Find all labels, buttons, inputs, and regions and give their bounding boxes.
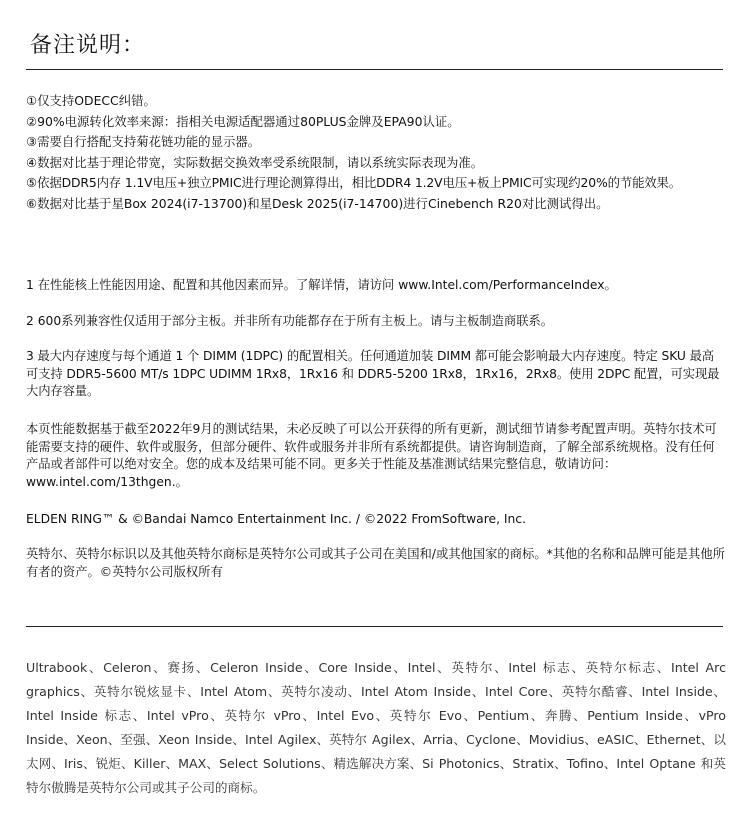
trademark-notice: 英特尔、英特尔标识以及其他英特尔商标是英特尔公司或其子公司在美国和/或其他国家的商标。*其他的名称和品牌可能是其他所有者的资产。©英特尔公司版权所有 — [26, 547, 725, 579]
note-text: 依据DDR5内存 1.1V电压+独立PMIC进行理论测算得出，相比DDR4 1.2V电压+板上PMIC可实现约20%的节能效果。 — [37, 175, 682, 190]
bottom-divider — [26, 626, 723, 627]
note-number: ⑥ — [26, 195, 38, 211]
note-item — [26, 194, 724, 215]
notes-heading: 备注说明： — [30, 33, 146, 58]
note-text: 90%电源转化效率来源：指相关电源适配器通过80PLUS金牌及EPA90认证。 — [37, 113, 460, 129]
note-number: ② — [26, 113, 38, 129]
note-number: ⑤ — [26, 175, 38, 190]
note-number: ① — [26, 93, 38, 108]
note-text: 仅支持ODECC纠错。 — [37, 93, 156, 108]
top-divider — [26, 69, 723, 70]
footnote-2: 2 600系列兼容性仅适用于部分主板。并非所有功能都存在于所有主板上。请与主板制造商联系。 — [26, 314, 554, 328]
note-text: 数据对比基于理论带宽，实际数据交换效率受系统限制，请以系统实际表现为准。 — [37, 154, 484, 170]
performance-disclaimer: 本页性能数据基于截至2022年9月的测试结果，未必反映了可以公开获得的所有更新，测试细节请参考配置声明。英特尔技术可能需要支持的硬件、软件或服务，但部分硬件、软件或服务并非所有系统都提供。请咨询制造商，了解全部系统规格。没有任何产品或者部件可以绝对安全。您的成本及结果可能不同。更多关于性能及基准测试结果完整信息，敬请访问： www.intel.com/13thgen.。 — [26, 422, 717, 489]
note-text: 数据对比基于星Box 2024(i7-13700)和星Desk 2025(i7-14700)进行Cinebench R20对比测试得出。 — [37, 195, 609, 211]
game-copyright: ELDEN RING™ & ©Bandai Namco Entertainment Inc. / ©2022 FromSoftware, Inc. — [26, 512, 526, 526]
footnote-3: 3 最大内存速度与每个通道 1 个 DIMM (1DPC) 的配置相关。任何通道加装 DIMM 都可能会影响最大内存速度。特定 SKU 最高可支持 DDR5-5600 MT/s 1DPC UDIMM 1Rx8，1Rx16 和 DDR5-5200 1Rx8，1Rx16，2Rx8。使用 2DPC 配置，可实现最大内存容量。 — [26, 349, 720, 399]
note-item — [26, 91, 724, 112]
footnote-1: 1 在性能核上性能因用途、配置和其他因素而异。了解详情，请访问 www.Intel.com/PerformanceIndex。 — [26, 278, 617, 292]
note-text: 需要自行搭配支持菊花链功能的显示器。 — [37, 134, 261, 149]
note-number: ④ — [26, 154, 38, 170]
note-item — [26, 132, 724, 153]
note-number: ③ — [26, 134, 38, 149]
note-item — [26, 112, 724, 133]
trademark-list: Ultrabook、Celeron、赛扬、Celeron Inside、Core Inside、Intel、英特尔、Intel 标志、英特尔标志、Intel Arc graphics、英特尔锐炫显卡、Intel Atom、英特尔凌动、Intel Atom Inside、Intel Core、英特尔酷睿、Intel Inside、Intel Inside 标志、Intel vPro、英特尔 vPro、Intel Evo、英特尔 Evo、Pentium、奔腾、Pentium Inside、vPro Inside、Xeon、至强、Xeon Inside、Intel Agilex、英特尔 Agilex、Arria、Cyclone、Movidius、eASIC、Ethernet、以太网、Iris、锐炬、Killer、MAX、Select Solutions、精选解决方案、Si Photonics、Stratix、Tofino、Intel Optane 和英特尔傲腾是英特尔公司或其子公司的商标。 — [26, 660, 726, 795]
notes-list — [26, 91, 724, 214]
note-item — [26, 173, 724, 194]
note-item — [26, 153, 724, 174]
